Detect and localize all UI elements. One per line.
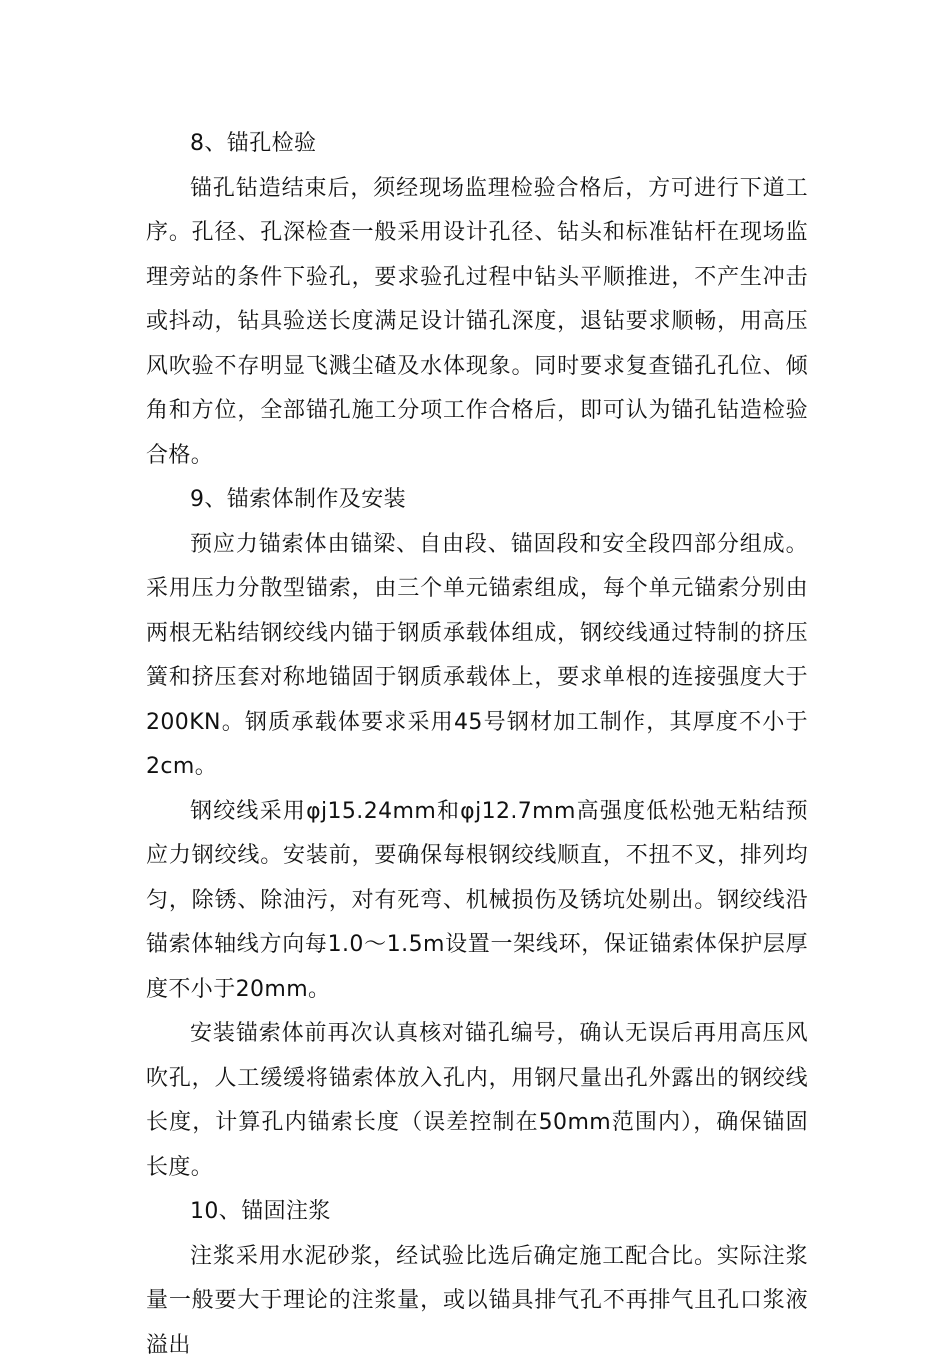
paragraph-cable-installation: 安装锚索体前再次认真核对锚孔编号，确认无误后再用高压风吹孔，人工缓缓将锚索体放入孔内，用钢尺量出孔外露出的钢绞线长度，计算孔内锚索长度（误差控制在50mm范围内），确保锚固长度。: [146, 1012, 808, 1190]
paragraph-grouting: 注浆采用水泥砂浆，经试验比选后确定施工配合比。实际注浆量一般要大于理论的注浆量，或以锚具排气孔不再排气且孔口浆液溢出: [146, 1235, 808, 1368]
section-heading-8: 8、锚孔检验: [146, 122, 808, 167]
section-heading-9: 9、锚索体制作及安装: [146, 478, 808, 523]
paragraph-anchor-hole-inspection: 锚孔钻造结束后，须经现场监理检验合格后，方可进行下道工序。孔径、孔深检查一般采用设计孔径、钻头和标准钻杆在现场监理旁站的条件下验孔，要求验孔过程中钻头平顺推进，不产生冲击或抖动，钻具验送长度满足设计锚孔深度，退钻要求顺畅，用高压风吹验不存明显飞溅尘碴及水体现象。同时要求复查锚孔孔位、倾角和方位，全部锚孔施工分项工作合格后，即可认为锚孔钻造检验合格。: [146, 167, 808, 479]
section-heading-10: 10、锚固注浆: [146, 1190, 808, 1235]
paragraph-steel-strand: 钢绞线采用φj15.24mm和φj12.7mm高强度低松弛无粘结预应力钢绞线。安装前，要确保每根钢绞线顺直，不扭不叉，排列均匀，除锈、除油污，对有死弯、机械损伤及锈坑处剔出。钢绞线沿锚索体轴线方向每1.0～1.5m设置一架线环，保证锚索体保护层厚度不小于20mm。: [146, 790, 808, 1013]
paragraph-anchor-cable-composition: 预应力锚索体由锚梁、自由段、锚固段和安全段四部分组成。采用压力分散型锚索，由三个单元锚索组成，每个单元锚索分别由两根无粘结钢绞线内锚于钢质承载体组成，钢绞线通过特制的挤压簧和挤压套对称地锚固于钢质承载体上，要求单根的连接强度大于200KN。钢质承载体要求采用45号钢材加工制作，其厚度不小于2cm。: [146, 523, 808, 790]
document-body: [146, 122, 808, 1368]
